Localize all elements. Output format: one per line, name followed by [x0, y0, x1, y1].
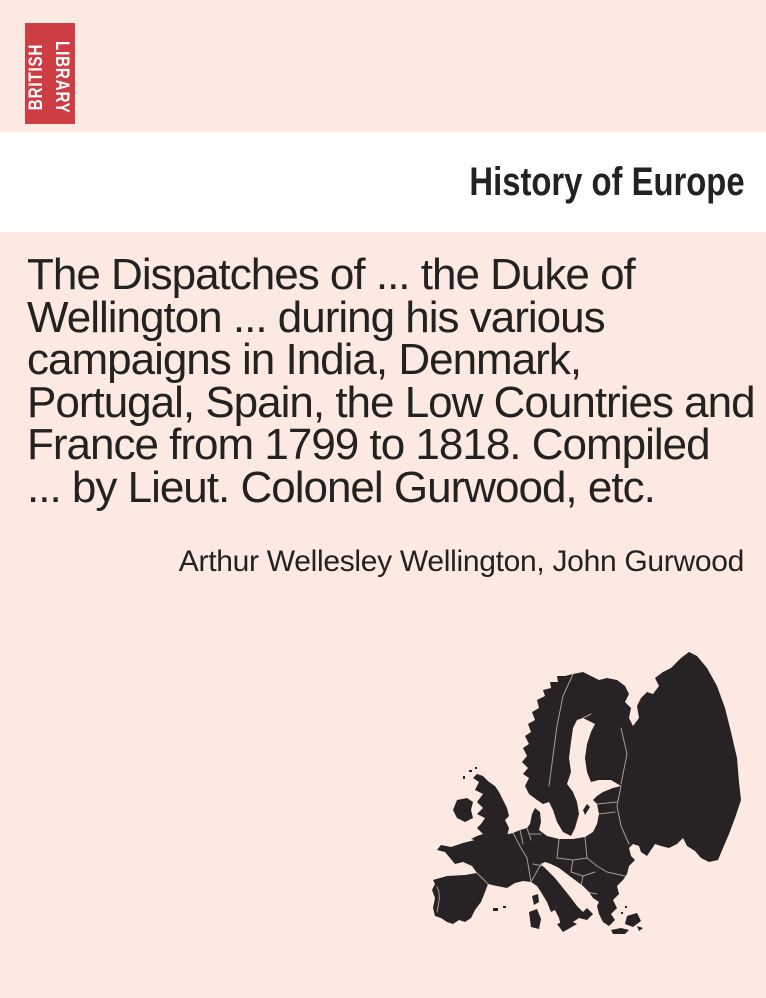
title-line: Portugal, Spain, the Low Countries and	[27, 377, 755, 427]
ireland	[453, 798, 473, 822]
balearic-islands	[493, 906, 506, 911]
authors-line: Arthur Wellesley Wellington, John Gurwood	[178, 545, 744, 578]
title-line: The Dispatches of ... the Duke of	[27, 250, 635, 299]
logo-text-library: LIBRARY	[51, 41, 72, 114]
title-line: ... by Lieut. Colonel Gurwood, etc.	[27, 462, 655, 512]
title-line: campaigns in India, Denmark,	[27, 335, 582, 384]
logo-text-british: BRITISH	[26, 43, 47, 111]
book-title	[27, 250, 755, 512]
title-line: France from 1799 to 1818. Compiled	[27, 420, 710, 469]
great-britain	[471, 774, 509, 843]
corsica	[532, 894, 539, 905]
series-title: History of Europe	[469, 159, 745, 204]
sardinia	[529, 909, 541, 929]
asia-minor-fragment	[625, 913, 641, 927]
title-line: Wellington ... during his various	[27, 292, 605, 342]
series-band	[0, 132, 766, 232]
british-library-logo	[25, 23, 75, 124]
europe-map-illustration	[425, 596, 745, 941]
gotland	[583, 804, 590, 815]
crete	[611, 928, 629, 934]
europe-map-svg	[425, 596, 745, 941]
